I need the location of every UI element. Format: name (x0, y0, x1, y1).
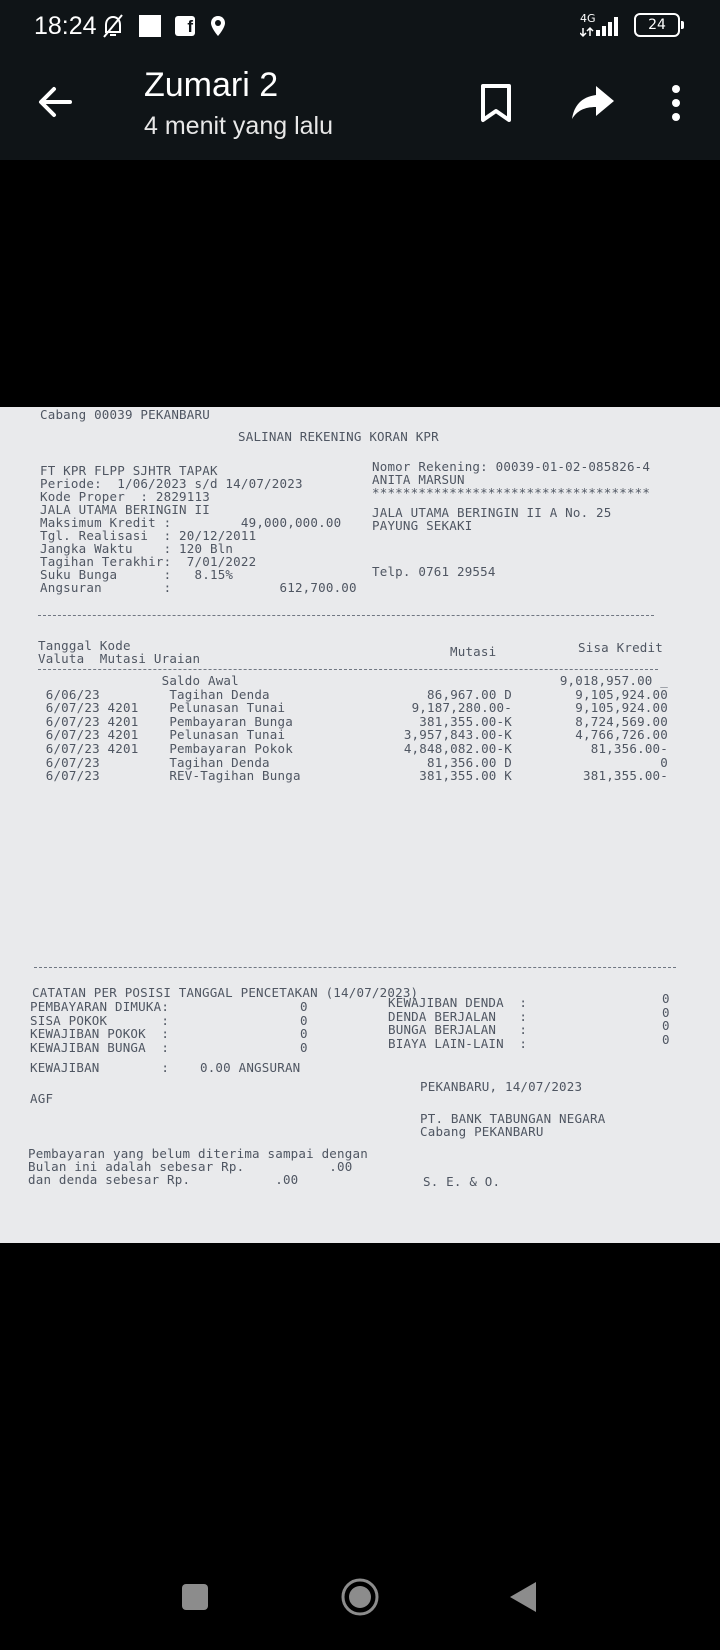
table-row-sisa-kredit: 9,018,957.00 _ (559, 673, 668, 688)
table-row-mutasi: 86,967.00 D (427, 686, 512, 702)
recents-square-icon[interactable] (180, 1582, 210, 1612)
table-row-description: 6/06/23 Tagihan Denda (38, 686, 270, 702)
summary-left-label: KEWAJIBAN POKOK : (30, 1026, 170, 1041)
col-mutasi: Mutasi (450, 644, 497, 659)
table-row-mutasi: 3,957,843.00-K (403, 727, 512, 743)
table-row-description: Saldo Awal (38, 673, 239, 688)
summary-left-label: PEMBAYARAN DIMUKA: (30, 999, 170, 1014)
more-vert-icon[interactable] (664, 82, 688, 124)
info-line: Suku Bunga : 8.15% (40, 567, 234, 582)
summary-right-label: DENDA BERJALAN : (388, 1008, 528, 1024)
bookmark-icon[interactable] (476, 82, 516, 124)
statement-heading: SALINAN REKENING KORAN KPR (238, 429, 439, 444)
summary-kewajiban: KEWAJIBAN : 0.00 ANGSURAN (30, 1060, 301, 1075)
status-bar (0, 0, 720, 52)
table-row-mutasi: 9,187,280.00- (411, 700, 512, 716)
app-bar (0, 52, 720, 160)
table-row-description: 6/07/23 4201 Pembayaran Bunga (38, 713, 293, 729)
summary-left-value: 0 (300, 1039, 308, 1055)
summary-right-value: 0 (662, 991, 670, 1006)
status-left-icons (101, 13, 227, 39)
divider (34, 967, 676, 968)
summary-right-value: 0 (662, 1018, 670, 1033)
info-line: Maksimum Kredit : 49,000,000.00 (40, 515, 342, 530)
table-row-description: 6/07/23 REV-Tagihan Bunga (38, 768, 301, 784)
facebook-icon: f (175, 16, 195, 36)
table-row-mutasi: 381,355.00 K (419, 768, 512, 784)
status-time: 18:24 (34, 12, 97, 40)
summary-left-label: SISA POKOK : (30, 1012, 170, 1028)
page-subtitle: 4 menit yang lalu (144, 112, 334, 140)
summary-left-label: KEWAJIBAN BUNGA : (30, 1039, 170, 1055)
table-row-mutasi: 81,356.00 D (427, 754, 512, 770)
info-line: Tgl. Realisasi : 20/12/2011 (40, 528, 257, 543)
back-arrow-icon[interactable] (36, 82, 76, 122)
table-row-sisa-kredit: 81,356.00- (590, 741, 668, 756)
share-icon[interactable] (570, 82, 616, 124)
table-header: Tanggal Kode (38, 638, 131, 653)
account-line: ************************************ (372, 485, 651, 500)
table-row-mutasi: 4,848,082.00-K (403, 741, 512, 756)
network-type: 4G (580, 12, 596, 25)
divider (38, 669, 658, 670)
info-line: Periode: 1/06/2023 s/d 14/07/2023 (40, 476, 303, 491)
back-triangle-icon[interactable] (508, 1580, 538, 1614)
system-nav-bar (0, 1560, 720, 1650)
table-row-description: 6/07/23 Tagihan Denda (38, 754, 270, 770)
account-line: Nomor Rekening: 00039-01-02-085826-4 (372, 459, 651, 474)
info-line: FT KPR FLPP SJHTR TAPAK (40, 463, 218, 478)
footer-note: Bulan ini adalah sebesar Rp. .00 (28, 1159, 353, 1174)
summary-left-value: 0 (300, 1012, 308, 1028)
summary-left-value: 0 (300, 999, 308, 1014)
footer-agf: AGF (30, 1091, 54, 1106)
page-title: Zumari 2 (144, 66, 279, 104)
info-line: JALA UTAMA BERINGIN II (40, 502, 210, 517)
table-row-description: 6/07/23 4201 Pelunasan Tunai (38, 727, 286, 743)
summary-right-value: 0 (662, 1004, 670, 1020)
notifications-off-icon (101, 13, 125, 39)
footer-place-date: PEKANBARU, 14/07/2023 (420, 1079, 583, 1094)
table-row-description: 6/07/23 4201 Pembayaran Pokok (38, 741, 293, 756)
info-line: Jangka Waktu : 120 Bln (40, 541, 234, 556)
footer-seo: S. E. & O. (423, 1174, 501, 1189)
footer-branch: Cabang PEKANBARU (420, 1124, 544, 1139)
info-line: Kode Proper : 2829113 (40, 489, 210, 504)
battery-level: 24 (648, 17, 666, 33)
statement-photo (0, 407, 720, 1243)
footer-note: Pembayaran yang belum diterima sampai dengan (28, 1146, 368, 1161)
footer-note: dan denda sebesar Rp. .00 (28, 1172, 299, 1187)
table-header: Valuta Mutasi Uraian (38, 651, 201, 666)
table-row-description: 6/07/23 4201 Pelunasan Tunai (38, 700, 286, 716)
account-line: ANITA MARSUN (372, 472, 465, 487)
summary-right-value: 0 (662, 1031, 670, 1047)
battery-icon (634, 13, 680, 37)
status-right-icons (580, 12, 680, 38)
info-line: Angsuran : 612,700.00 (40, 580, 357, 595)
home-circle-icon[interactable] (340, 1577, 380, 1617)
divider (38, 615, 654, 616)
account-line: PAYUNG SEKAKI (372, 518, 473, 533)
signal-icon (580, 12, 624, 38)
table-row-sisa-kredit: 0 (660, 754, 668, 770)
info-line: Tagihan Terakhir: 7/01/2022 (40, 554, 257, 569)
branch-top: Cabang 00039 PEKANBARU (40, 407, 210, 422)
table-row-sisa-kredit: 381,355.00- (583, 768, 668, 784)
footer-bank: PT. BANK TABUNGAN NEGARA (420, 1111, 606, 1126)
table-row-sisa-kredit: 4,766,726.00 (575, 727, 668, 743)
square-icon (139, 15, 161, 37)
summary-right-label: BIAYA LAIN-LAIN : (388, 1035, 528, 1051)
summary-heading: CATATAN PER POSISI TANGGAL PENCETAKAN (14/07/2023) (32, 985, 419, 1000)
col-sisa-kredit: Sisa Kredit (578, 640, 663, 655)
table-row-sisa-kredit: 8,724,569.00 (575, 713, 668, 729)
table-row-mutasi: 381,355.00-K (419, 713, 512, 729)
table-row-sisa-kredit: 9,105,924.00 (575, 686, 668, 702)
account-line: Telp. 0761 29554 (372, 564, 496, 579)
account-line: JALA UTAMA BERINGIN II A No. 25 (372, 505, 612, 520)
summary-left-value: 0 (300, 1026, 308, 1041)
summary-right-label: BUNGA BERJALAN : (388, 1022, 528, 1037)
summary-right-label: KEWAJIBAN DENDA : (388, 995, 528, 1010)
table-row-sisa-kredit: 9,105,924.00 (575, 700, 668, 716)
location-icon (209, 14, 227, 38)
